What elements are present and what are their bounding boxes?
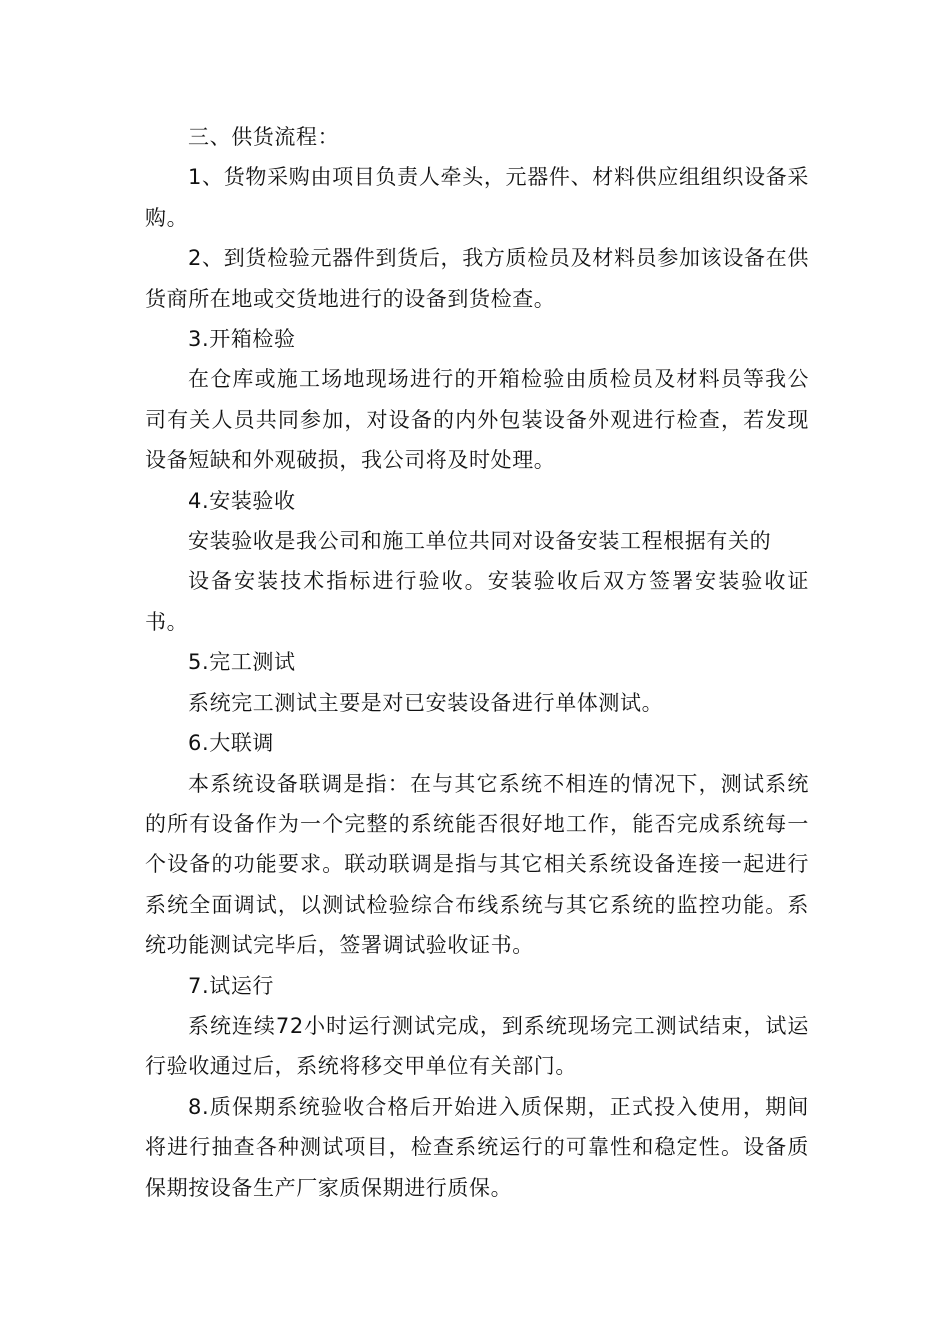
paragraph-trial-run: 系统连续72小时运行测试完成，到系统现场完工测试结束，试运行验收通过后，系统将移交甲单位有关部门。 (145, 1013, 809, 1079)
subheading-joint-debugging: 6.大联调 (188, 731, 275, 756)
paragraph-installation-line1: 安装验收是我公司和施工单位共同对设备安装工程根据有关的 (188, 529, 772, 554)
subheading-trial-run: 7.试运行 (188, 973, 275, 998)
paragraph-arrival-inspection: 2、到货检验元器件到货后，我方质检员及材料员参加该设备在供货商所在地或交货地进行的设备到货检查。 (145, 246, 809, 311)
paragraph-completion-test: 系统完工测试主要是对已安装设备进行单体测试。 (188, 690, 664, 715)
section-heading: 三、供货流程： (188, 125, 340, 149)
paragraph-warranty: 8.质保期系统验收合格后开始进入质保期，正式投入使用，期间将进行抽查各种测试项目，检查系统运行的可靠性和稳定性。设备质保期按设备生产厂家质保期进行质保。 (145, 1094, 809, 1200)
paragraph-procurement: 1、货物采购由项目负责人牵头，元器件、材料供应组组织设备采购。 (145, 165, 809, 230)
document-body (145, 117, 809, 1208)
subheading-unpacking: 3.开箱检验 (188, 327, 296, 352)
subheading-completion-test: 5.完工测试 (188, 650, 296, 675)
paragraph-unpacking: 在仓库或施工场地现场进行的开箱检验由质检员及材料员等我公司有关人员共同参加，对设备的内外包装设备外观进行检查，若发现设备短缺和外观破损，我公司将及时处理。 (145, 367, 809, 473)
subheading-installation: 4.安装验收 (188, 488, 296, 513)
paragraph-installation-line2: 设备安装技术指标进行验收。安装验收后双方签署安装验收证书。 (145, 569, 809, 634)
paragraph-joint-debugging: 本系统设备联调是指：在与其它系统不相连的情况下，测试系统的所有设备作为一个完整的系统能否很好地工作，能否完成系统每一个设备的功能要求。联动联调是指与其它相关系统设备连接一起进行系统全面调试，以测试检验综合布线系统与其它系统的监控功能。系统功能测试完毕后，签署调试验收证书。 (145, 771, 809, 958)
